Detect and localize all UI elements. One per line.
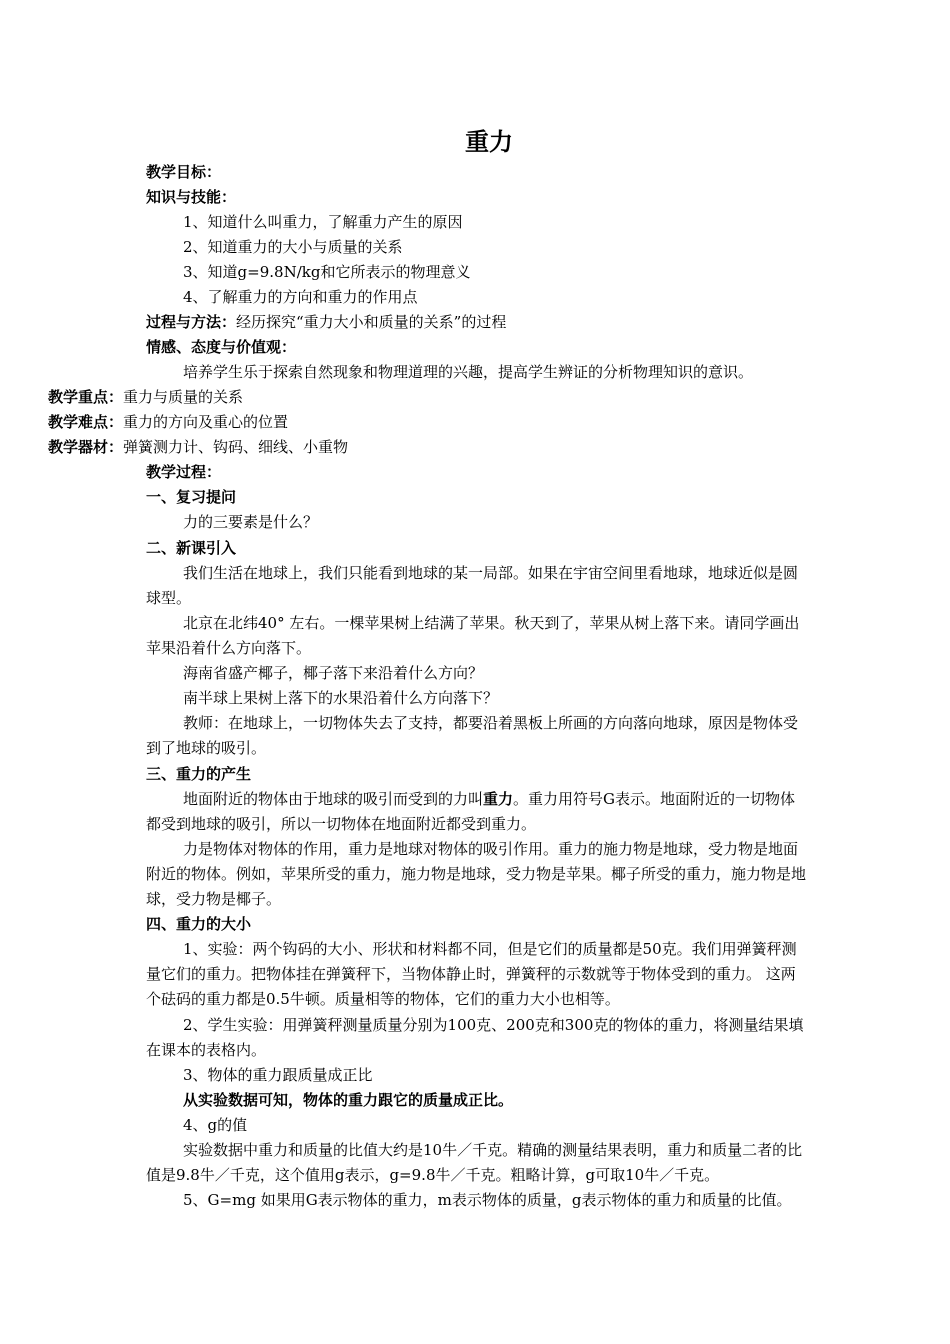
emotion-heading: 情感、态度与价值观： [146, 338, 297, 356]
goals-heading: 教学目标： [146, 163, 222, 181]
section-1-question: 力的三要素是什么？ [183, 513, 319, 531]
knowledge-item-1: 1、知道什么叫重力，了解重力产生的原因 [183, 213, 463, 231]
section-3-paragraph-1 [146, 787, 808, 837]
section-3-paragraph-2: 力是物体对物体的作用，重力是地球对物体的吸引作用。重力的施力物是地球，受力物是地面附近的物体。例如，苹果所受的重力，施力物是地球，受力物是苹果。椰子所受的重力，施力物是地球，受力物是椰子。 [146, 840, 807, 908]
section-4-paragraph-1: 1、实验：两个钩码的大小、形状和材料都不同，但是它们的质量都是50克。我们用弹簧秤测量它们的重力。把物体挂在弹簧秤下，当物体静止时，弹簧秤的示数就等于物体受到的重力。 这两个砝码的重力都是0.5牛顿。质量相等的物体，它们的重力大小也相等。 [146, 940, 797, 1008]
process-method-line [146, 310, 506, 335]
knowledge-item-3: 3、知道g=9.8N/kg和它所表示的物理意义 [183, 263, 471, 281]
section-2-paragraph-2: 北京在北纬40° 左右。一棵苹果树上结满了苹果。秋天到了，苹果从树上落下来。请同学画出苹果沿着什么方向落下。 [146, 614, 800, 657]
section-2-heading: 二、新课引入 [146, 539, 237, 557]
section-4-paragraph-3: 3、物体的重力跟质量成正比 [183, 1066, 373, 1084]
section-2-paragraph-1: 我们生活在地球上，我们只能看到地球的某一局部。如果在宇宙空间里看地球，地球近似是圆球型。 [146, 564, 799, 607]
section-3-p1-start: 地面附近的物体由于地球的吸引而受到的力叫 [183, 790, 484, 808]
section-1-heading: 一、复习提问 [146, 488, 237, 506]
gravity-term: 重力 [483, 790, 514, 808]
section-4-conclusion: 从实验数据可知，物体的重力跟它的质量成正比。 [183, 1091, 514, 1109]
equipment-text: 弹簧测力计、钩码、细线、小重物 [123, 438, 349, 456]
knowledge-heading: 知识与技能： [146, 188, 237, 206]
section-4-paragraph-2: 2、学生实验：用弹簧秤测量质量分别为100克、200克和300克的物体的重力，将测量结果填在课本的表格内。 [146, 1016, 804, 1059]
section-2-paragraph-4: 南半球上果树上落下的水果沿着什么方向落下？ [183, 689, 499, 707]
knowledge-item-2: 2、知道重力的大小与质量的关系 [183, 238, 403, 256]
emotion-text: 培养学生乐于探索自然现象和物理道理的兴趣，提高学生辨证的分析物理知识的意识。 [183, 363, 754, 381]
key-point-text: 重力与质量的关系 [123, 388, 244, 406]
document-title: 重力 [465, 128, 513, 156]
section-2-paragraph-5: 教师：在地球上，一切物体失去了支持，都要沿着黑板上所画的方向落向地球，原因是物体受到了地球的吸引。 [146, 714, 799, 757]
teaching-process-heading: 教学过程： [146, 463, 222, 481]
process-method-label: 过程与方法： [146, 313, 237, 331]
difficulty-label: 教学难点： [48, 413, 124, 431]
section-4-paragraph-7: 5、G=mg 如果用G表示物体的重力，m表示物体的质量，g表示物体的重力和质量的比值。 [183, 1191, 792, 1209]
key-point-label: 教学重点： [48, 388, 124, 406]
key-point-line [48, 385, 243, 410]
equipment-label: 教学器材： [48, 438, 124, 456]
section-3-heading: 三、重力的产生 [146, 765, 252, 783]
equipment-line [48, 435, 348, 460]
section-4-paragraph-6: 实验数据中重力和质量的比值大约是10牛／千克。精确的测量结果表明，重力和质量二者的比值是9.8牛／千克，这个值用g表示，g=9.8牛／千克。粗略计算，g可取10牛／千克。 [146, 1141, 803, 1184]
section-4-paragraph-5: 4、g的值 [183, 1116, 248, 1134]
section-3-p1-end: 。重力用符号G表示。地面附近的一切物体都受到地球的吸引，所以一切物体在地面附近都受到重力。 [146, 790, 796, 833]
section-2-paragraph-3: 海南省盛产椰子，椰子落下来沿着什么方向？ [183, 664, 484, 682]
knowledge-item-4: 4、了解重力的方向和重力的作用点 [183, 288, 418, 306]
difficulty-text: 重力的方向及重心的位置 [123, 413, 289, 431]
section-4-heading: 四、重力的大小 [146, 915, 252, 933]
process-method-text: 经历探究“重力大小和质量的关系”的过程 [236, 313, 507, 331]
difficulty-line [48, 410, 288, 435]
